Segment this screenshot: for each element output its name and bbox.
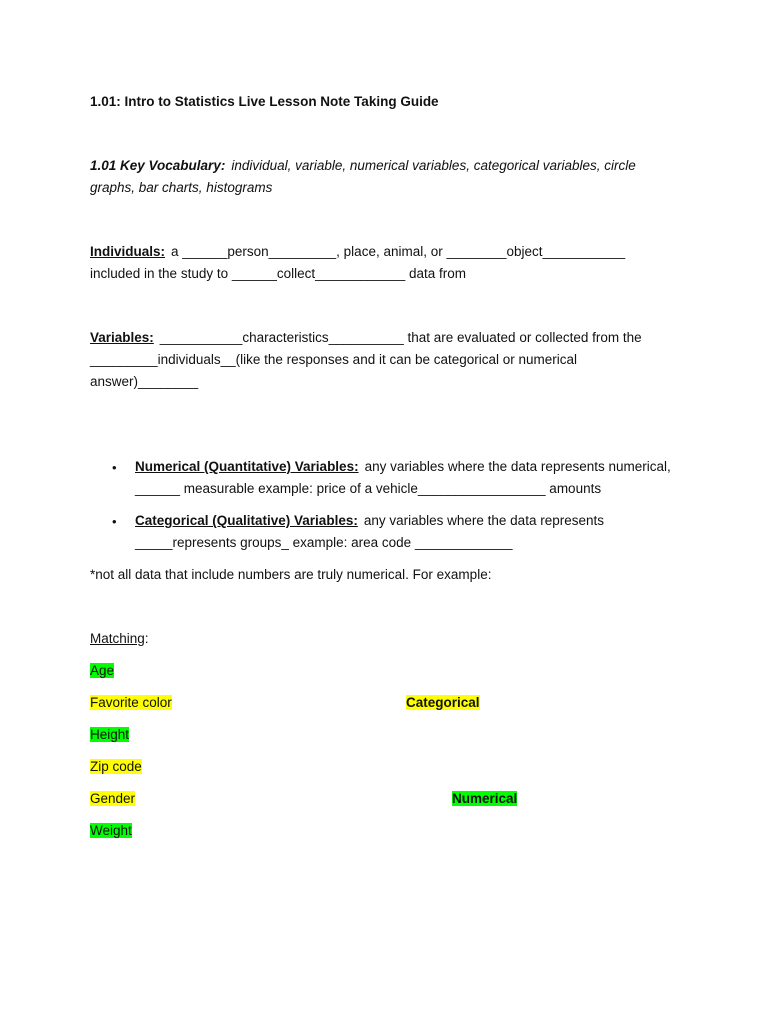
categorical-text-2: _____represents groups_ example: area code _____________ (135, 535, 513, 550)
individuals-line-1 (90, 241, 625, 263)
individuals-text-2: included in the study to ______collect____________ data from (90, 266, 467, 281)
bullet-numerical: • (112, 460, 117, 475)
matching-item-age (90, 660, 114, 682)
numerical-text-2: ______ measurable example: price of a vehicle_________________ amounts (135, 481, 602, 496)
numbers-note: *not all data that include numbers are truly numerical. For example: (90, 567, 492, 582)
variables-label: Variables: (90, 330, 154, 345)
categorical-line-1 (135, 510, 604, 532)
matching-heading (90, 628, 149, 650)
matching-item-label: Age (90, 663, 115, 678)
matching-item-label: Favorite color (90, 695, 172, 710)
variables-text-2: _________individuals__(like the responses and it can be categorical or numerical (90, 352, 578, 367)
individuals-text-1: a ______person_________, place, animal, or ________object___________ (171, 244, 626, 259)
variables-text-1: ___________characteristics__________ that are evaluated or collected from the (159, 330, 642, 345)
vocab-terms-2: graphs, bar charts, histograms (90, 180, 273, 195)
matching-item-label: Weight (90, 823, 132, 838)
page-title: 1.01: Intro to Statistics Live Lesson Note Taking Guide (90, 94, 439, 109)
category-categorical (406, 692, 480, 714)
categorical-label: Categorical (Qualitative) Variables: (135, 513, 358, 528)
numerical-line-1 (135, 456, 671, 478)
matching-item-label: Height (90, 727, 130, 742)
variables-line-1 (90, 327, 642, 349)
bullet-categorical: • (112, 514, 117, 529)
vocab-label: 1.01 Key Vocabulary: (90, 158, 226, 173)
matching-item-gender (90, 788, 135, 810)
categorical-text-1: any variables where the data represents (363, 513, 604, 528)
vocab-line-1 (90, 155, 636, 177)
category-categorical-label: Categorical (406, 695, 480, 710)
matching-item-label: Zip code (90, 759, 142, 774)
matching-heading-colon: : (144, 631, 149, 646)
individuals-label: Individuals: (90, 244, 166, 259)
category-numerical-label: Numerical (452, 791, 518, 806)
variables-text-3: answer)________ (90, 374, 199, 389)
matching-item-label: Gender (90, 791, 136, 806)
matching-item-height (90, 724, 129, 746)
matching-item-zip-code (90, 756, 142, 778)
matching-item-weight (90, 820, 132, 842)
matching-heading-text: Matching (90, 631, 145, 646)
numerical-label: Numerical (Quantitative) Variables: (135, 459, 359, 474)
numerical-text-1: any variables where the data represents numerical, (364, 459, 671, 474)
matching-item-favorite-color (90, 692, 172, 714)
category-numerical (452, 788, 517, 810)
vocab-terms-1: individual, variable, numerical variables, categorical variables, circle (231, 158, 636, 173)
